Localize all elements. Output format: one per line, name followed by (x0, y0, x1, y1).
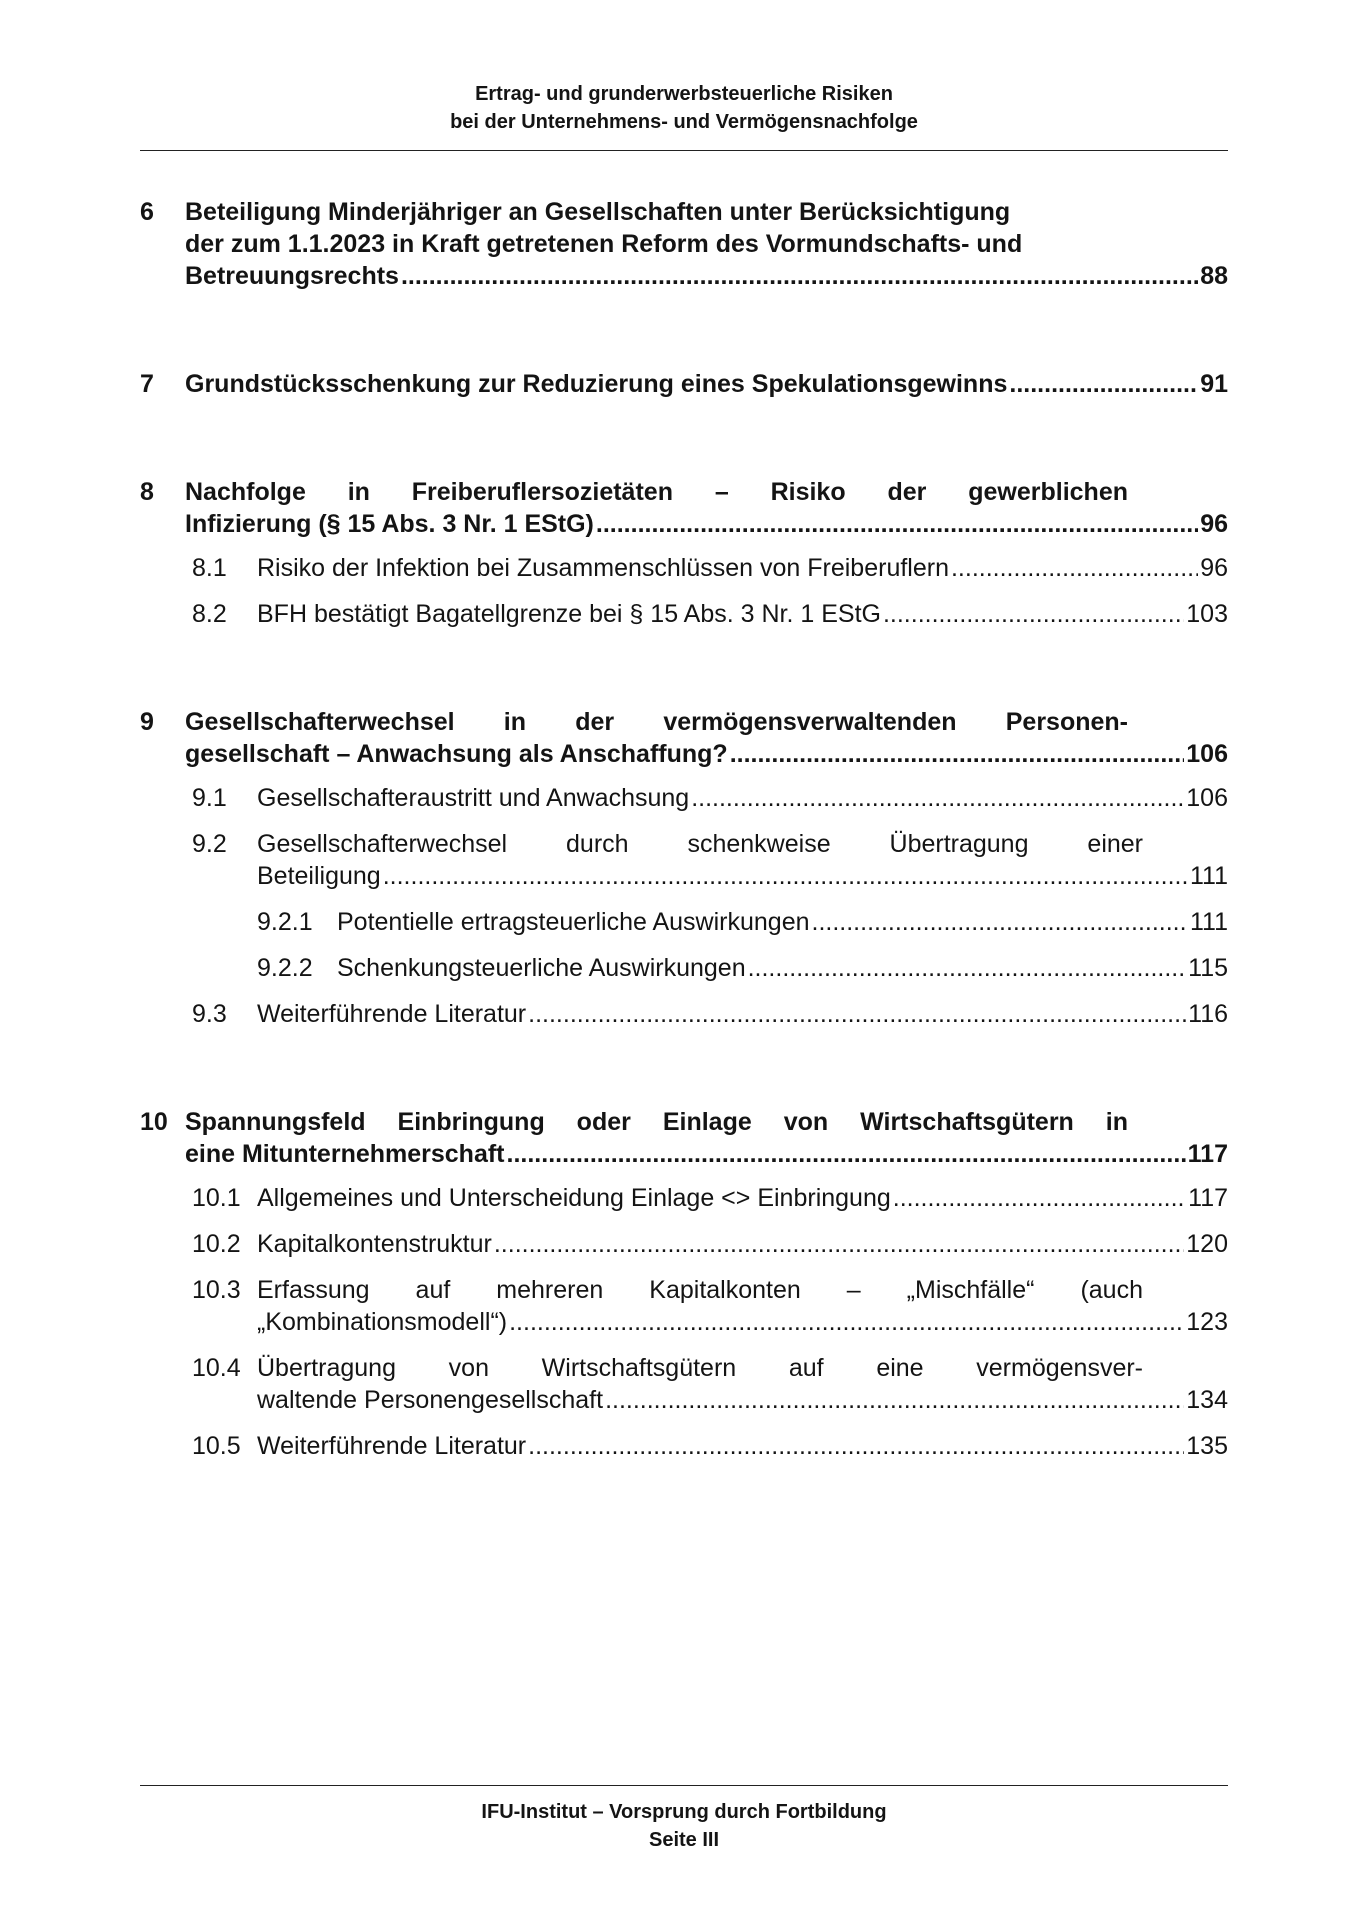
toc-dot-leader (893, 1182, 1186, 1214)
toc-section-title: Weiterführende Literatur (257, 1432, 527, 1460)
footer-institute: IFU-Institut – Vorsprung durch Fortbildung (481, 1801, 887, 1823)
toc-section-number: 10.1 (192, 1184, 241, 1212)
toc-page-number: 111 (1189, 862, 1228, 890)
toc-chapter-number: 6 (140, 198, 154, 226)
toc-page-number: 116 (1188, 1000, 1228, 1028)
toc-chapter-8[interactable] (140, 476, 1228, 540)
toc-section-9-3[interactable] (192, 998, 1228, 1030)
toc-page-number: 117 (1188, 1184, 1228, 1212)
toc-chapter-6[interactable] (140, 196, 1228, 292)
toc-page-number: 106 (1186, 740, 1228, 768)
toc-dot-leader (528, 1430, 1184, 1462)
toc-section-title-line: Übertragung von Wirtschaftsgütern auf eine vermögensver- (257, 1354, 1143, 1382)
toc-chapter-title-line: Gesellschafterwechsel in der vermögensverwaltenden Personen- (185, 708, 1128, 736)
toc-chapter-title-line: der zum 1.1.2023 in Kraft getretenen Reform des Vormundschafts- und (185, 230, 1023, 258)
toc-dot-leader (812, 906, 1188, 938)
toc-section-number: 9.1 (192, 784, 227, 812)
toc-dot-leader (401, 260, 1198, 292)
toc-section-number: 9.2.2 (257, 954, 313, 982)
toc-section-9-2-2[interactable] (192, 952, 1228, 984)
toc-page-number: 123 (1186, 1308, 1228, 1336)
toc-section-list (192, 1182, 1228, 1462)
toc-chapter-title-line: Beteiligung Minderjähriger an Gesellschaften unter Berücksichtigung (185, 198, 1011, 226)
toc-dot-leader (528, 998, 1186, 1030)
toc-section-title-line: Gesellschafterwechsel durch schenkweise Übertragung einer (257, 830, 1143, 858)
toc-page-number: 115 (1188, 954, 1228, 982)
toc-chapter-10[interactable] (140, 1106, 1228, 1170)
toc-section-title: Beteiligung (257, 862, 381, 890)
toc-dot-leader (507, 1138, 1186, 1170)
toc-chapter-number: 8 (140, 478, 154, 506)
toc-chapter-number: 10 (140, 1108, 168, 1136)
toc-section-title: Potentielle ertragsteuerliche Auswirkungen (337, 908, 810, 936)
header-title-line-2: bei der Unternehmens- und Vermögensnachfolge (450, 111, 918, 133)
toc-section-title: Weiterführende Literatur (257, 1000, 527, 1028)
toc-section-number: 9.2.1 (257, 908, 313, 936)
toc-dot-leader (509, 1306, 1184, 1338)
toc-page-number: 103 (1186, 600, 1228, 628)
toc-dot-leader (691, 782, 1184, 814)
toc-section-title: Gesellschafteraustritt und Anwachsung (257, 784, 690, 812)
toc-page-number: 117 (1187, 1140, 1228, 1168)
toc-section-10-4[interactable] (192, 1352, 1228, 1416)
toc-section-number: 9.2 (192, 830, 227, 858)
toc-section-number: 10.4 (192, 1354, 241, 1382)
toc-section-title: Kapitalkontenstruktur (257, 1230, 492, 1258)
toc-page-number: 111 (1189, 908, 1228, 936)
toc-section-title: Schenkungsteuerliche Auswirkungen (337, 954, 746, 982)
toc-section-title-line: Erfassung auf mehreren Kapitalkonten – „Mischfälle“ (auch (257, 1276, 1143, 1304)
toc-section-title: Risiko der Infektion bei Zusammenschlüssen von Freiberuflern (257, 554, 949, 582)
toc-chapter-title-line: Nachfolge in Freiberuflersozietäten – Risiko der gewerblichen (185, 478, 1128, 506)
toc-page-number: 106 (1186, 784, 1228, 812)
toc-section-title: „Kombinationsmodell“) (257, 1308, 508, 1336)
toc-chapter-9[interactable] (140, 706, 1228, 770)
toc-section-title: BFH bestätigt Bagatellgrenze bei § 15 Abs. 3 Nr. 1 EStG (257, 600, 881, 628)
toc-section-9-1[interactable] (192, 782, 1228, 814)
toc-chapter-title-line: gesellschaft – Anwachsung als Anschaffung? (185, 740, 728, 768)
toc-dot-leader (494, 1228, 1184, 1260)
page-header (140, 80, 1228, 136)
footer-page-label: Seite III (648, 1829, 720, 1851)
toc-section-number: 10.5 (192, 1432, 241, 1460)
toc-chapter-number: 7 (140, 370, 154, 398)
toc-chapter-7[interactable] (140, 368, 1228, 400)
toc-chapter-number: 9 (140, 708, 154, 736)
toc-chapter-title-line: Betreuungsrechts (185, 262, 399, 290)
toc-page-number: 120 (1186, 1230, 1228, 1258)
page-footer (140, 1798, 1228, 1854)
toc-dot-leader (1009, 368, 1198, 400)
toc-section-list (192, 782, 1228, 1030)
toc-section-title: waltende Personengesellschaft (257, 1386, 604, 1414)
table-of-contents (140, 196, 1228, 1462)
toc-section-9-2[interactable] (192, 828, 1228, 892)
toc-section-number: 10.3 (192, 1276, 241, 1304)
toc-chapter-title-line: eine Mitunternehmerschaft (185, 1140, 505, 1168)
footer-rule (140, 1785, 1228, 1786)
toc-section-number: 9.3 (192, 1000, 227, 1028)
toc-section-9-2-1[interactable] (192, 906, 1228, 938)
toc-dot-leader (730, 738, 1185, 770)
toc-chapter-title-line: Grundstücksschenkung zur Reduzierung eines Spekulationsgewinns (185, 370, 1008, 398)
toc-section-number: 8.2 (192, 600, 227, 628)
toc-page-number: 88 (1200, 262, 1228, 290)
toc-section-8-2[interactable] (192, 598, 1228, 630)
toc-chapter-title-line: Spannungsfeld Einbringung oder Einlage von Wirtschaftsgütern in (185, 1108, 1128, 1136)
toc-page-number: 96 (1200, 554, 1228, 582)
toc-dot-leader (951, 552, 1198, 584)
toc-section-8-1[interactable] (192, 552, 1228, 584)
toc-section-number: 10.2 (192, 1230, 241, 1258)
header-title-line-1: Ertrag- und grunderwerbsteuerliche Risiken (475, 83, 893, 105)
toc-section-10-3[interactable] (192, 1274, 1228, 1338)
toc-section-number: 8.1 (192, 554, 227, 582)
toc-dot-leader (748, 952, 1187, 984)
toc-page-number: 96 (1200, 510, 1228, 538)
toc-section-title: Allgemeines und Unterscheidung Einlage <> Einbringung (257, 1184, 891, 1212)
toc-dot-leader (883, 598, 1184, 630)
toc-section-10-2[interactable] (192, 1228, 1228, 1260)
toc-page-number: 135 (1186, 1432, 1228, 1460)
toc-chapter-title-line: Infizierung (§ 15 Abs. 3 Nr. 1 EStG) (185, 510, 594, 538)
toc-dot-leader (596, 508, 1198, 540)
toc-dot-leader (605, 1384, 1184, 1416)
toc-page-number: 91 (1200, 370, 1228, 398)
header-rule (140, 150, 1228, 151)
toc-section-10-5[interactable] (192, 1430, 1228, 1462)
toc-page-number: 134 (1186, 1386, 1228, 1414)
toc-section-list (192, 552, 1228, 630)
toc-section-10-1[interactable] (192, 1182, 1228, 1214)
toc-dot-leader (383, 860, 1188, 892)
